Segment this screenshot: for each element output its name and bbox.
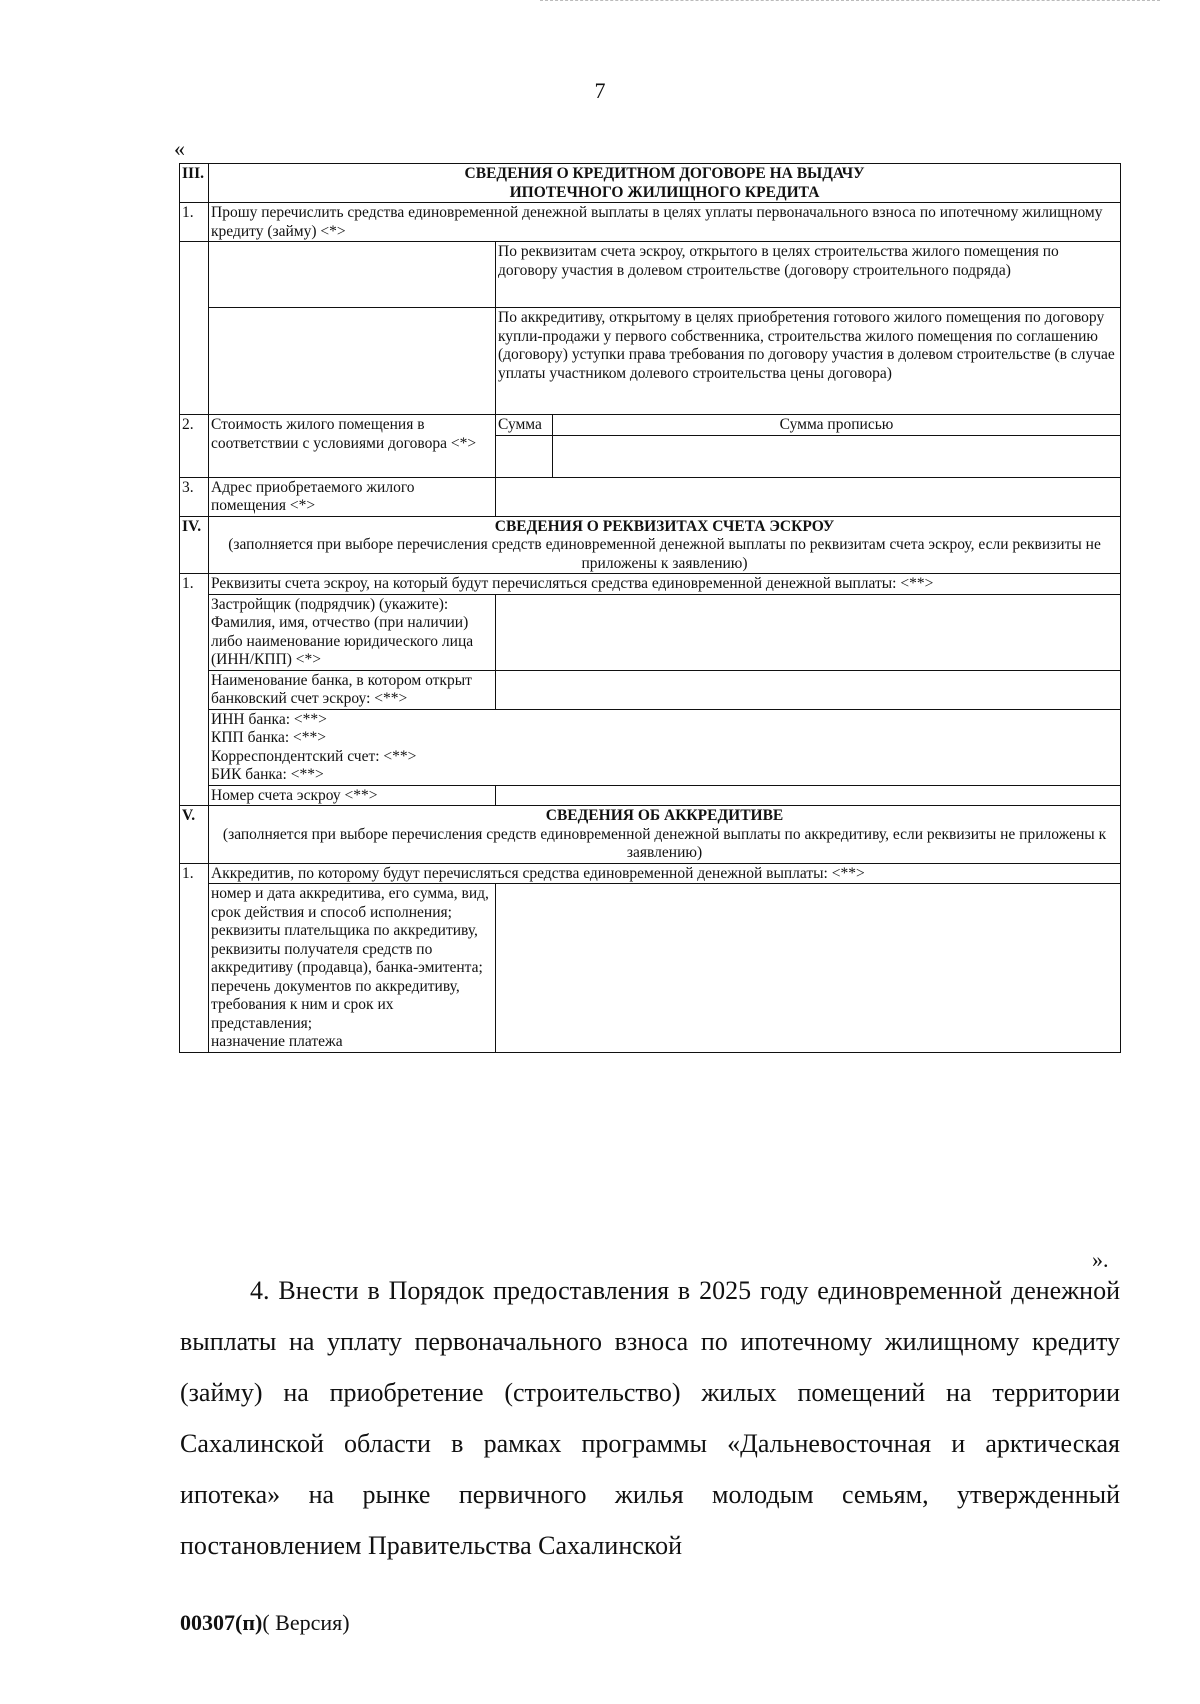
- bank-details-row: [180, 709, 1121, 785]
- section5-row1-number: 1.: [180, 863, 209, 1052]
- section3-number: III.: [180, 164, 209, 203]
- section3-header-row: [180, 164, 1121, 203]
- developer-value-field[interactable]: [496, 594, 1121, 670]
- bank-bik-label: БИК банка: <**>: [211, 766, 324, 783]
- section3-row3: [180, 477, 1121, 516]
- bank-name-label: Наименование банка, в котором открыт банковский счет эскроу: <**>: [209, 670, 496, 709]
- section4-title-cell: [209, 516, 1121, 574]
- bank-kpp-label: КПП банка: <**>: [211, 729, 327, 746]
- section5-row1: [180, 863, 1121, 884]
- letter-of-credit-details-label: [209, 884, 496, 1053]
- section5-header-row: [180, 806, 1121, 864]
- option-escrow-row: [180, 242, 1121, 308]
- section5-number: V.: [180, 806, 209, 864]
- paragraph-4: 4. Внести в Порядок предоставления в 2025 году единовременной денежной выплаты на уплату первоначального взноса по ипотечному жилищному кредиту (займу) на приобретение (строительство) жилых помещений на территории Сахалинской области в рамках программы «Дальневосточная и арктическая ипотека» на рынке первичного жилья молодым семьям, утвержденный постановлением Правительства Сахалинской: [180, 1276, 1120, 1560]
- section5-title-cell: [209, 806, 1121, 864]
- option-letter-of-credit-checkbox-cell[interactable]: [209, 308, 496, 415]
- scan-edge-line: [540, 0, 1160, 1]
- section3-row1: [180, 203, 1121, 242]
- section4-row1: [180, 574, 1121, 595]
- escrow-number-label: Номер счета эскроу <**>: [209, 785, 496, 806]
- opening-quote: «: [174, 136, 185, 161]
- option-escrow-checkbox-cell[interactable]: [209, 242, 496, 308]
- section3-row2-header: [180, 415, 1121, 436]
- footer: [180, 1610, 350, 1636]
- section3-title: [209, 164, 1121, 203]
- section5-row1-text: Аккредитив, по которому будут перечисляться средства единовременной денежной выплаты: <**>: [209, 863, 1121, 884]
- option-escrow-text: По реквизитам счета эскроу, открытого в целях строительства жилого помещения по договору участия в долевом строительстве (договору строительного подряда): [496, 242, 1121, 308]
- letter-of-credit-details-value-field[interactable]: [496, 884, 1121, 1053]
- bank-name-row: [180, 670, 1121, 709]
- page-number: 7: [594, 78, 606, 103]
- sum-words-value-field[interactable]: [553, 435, 1121, 477]
- section4-subtitle: (заполняется при выборе перечисления средств единовременной денежной выплаты по реквизитам счета эскроу, если реквизиты не приложены к заявлению): [228, 536, 1101, 572]
- details-line-2: реквизиты плательщика по аккредитиву, реквизиты получателя средств по аккредитиву (продавца), банка-эмитента;: [211, 922, 483, 976]
- section3-row1-number: 1.: [180, 203, 209, 242]
- corr-account-label: Корреспондентский счет: <**>: [211, 747, 417, 765]
- section4-title: СВЕДЕНИЯ О РЕКВИЗИТАХ СЧЕТА ЭСКРОУ: [494, 517, 835, 535]
- section3-empty-num-cell: [180, 242, 209, 415]
- section3-row1-text: Прошу перечислить средства единовременной денежной выплаты в целях уплаты первоначального взноса по ипотечному жилищному кредиту (займу) <*>: [209, 203, 1121, 242]
- closing-quote: ».: [1092, 1247, 1109, 1272]
- section5-title: СВЕДЕНИЯ ОБ АККРЕДИТИВЕ: [545, 807, 784, 824]
- section3-row2-label: Стоимость жилого помещения в соответствии с условиями договора <*>: [209, 415, 496, 478]
- application-form-table: [179, 163, 1121, 1053]
- developer-label: Застройщик (подрядчик) (укажите): Фамилия, имя, отчество (при наличии) либо наименование юридического лица (ИНН/КПП) <*>: [209, 594, 496, 670]
- option-letter-of-credit-text: По аккредитиву, открытому в целях приобретения готового жилого помещения по договору купли-продажи у первого собственника, строительства жилого помещения по соглашению (договору) уступки права требования по договору участия в долевом строительстве (в случае уплаты участником долевого строительства цены договора): [496, 308, 1121, 415]
- section4-header-row: [180, 516, 1121, 574]
- bank-details-cell[interactable]: [209, 709, 1121, 785]
- footer-code: 00307(п): [180, 1610, 263, 1635]
- footer-version: ( Версия): [262, 1610, 350, 1635]
- sum-value-field[interactable]: [496, 435, 553, 477]
- letter-of-credit-details-row: [180, 884, 1121, 1053]
- column-sum-words-header: Сумма прописью: [553, 415, 1121, 436]
- escrow-number-value-field[interactable]: [496, 785, 1121, 806]
- bank-inn-label: ИНН банка: <**>: [211, 710, 327, 728]
- section3-title-line1: СВЕДЕНИЯ О КРЕДИТНОМ ДОГОВОРЕ НА ВЫДАЧУ: [464, 165, 865, 182]
- bank-name-value-field[interactable]: [496, 670, 1121, 709]
- section3-title-line2: ИПОТЕЧНОГО ЖИЛИЩНОГО КРЕДИТА: [509, 183, 820, 201]
- developer-row: [180, 594, 1121, 670]
- section3-row3-label: Адрес приобретаемого жилого помещения <*>: [209, 477, 496, 516]
- column-sum-header: Сумма: [496, 415, 553, 436]
- section5-subtitle: (заполняется при выборе перечисления средств единовременной денежной выплаты по аккредитиву, если реквизиты не приложены к заявлению): [222, 825, 1107, 861]
- section4-row1-number: 1.: [180, 574, 209, 806]
- option-letter-of-credit-row: [180, 308, 1121, 415]
- details-line-1: номер и дата аккредитива, его сумма, вид, срок действия и способ исполнения;: [211, 885, 489, 921]
- details-line-4: назначение платежа: [211, 1033, 343, 1050]
- section3-row2-number: 2.: [180, 415, 209, 478]
- section4-row1-text: Реквизиты счета эскроу, на который будут перечисляться средства единовременной денежной выплаты: <**>: [209, 574, 1121, 595]
- section3-row3-number: 3.: [180, 477, 209, 516]
- address-value-field[interactable]: [496, 477, 1121, 516]
- escrow-number-row: [180, 785, 1121, 806]
- section4-number: IV.: [180, 516, 209, 574]
- details-line-3: перечень документов по аккредитиву, требования к ним и срок их представления;: [211, 977, 460, 1032]
